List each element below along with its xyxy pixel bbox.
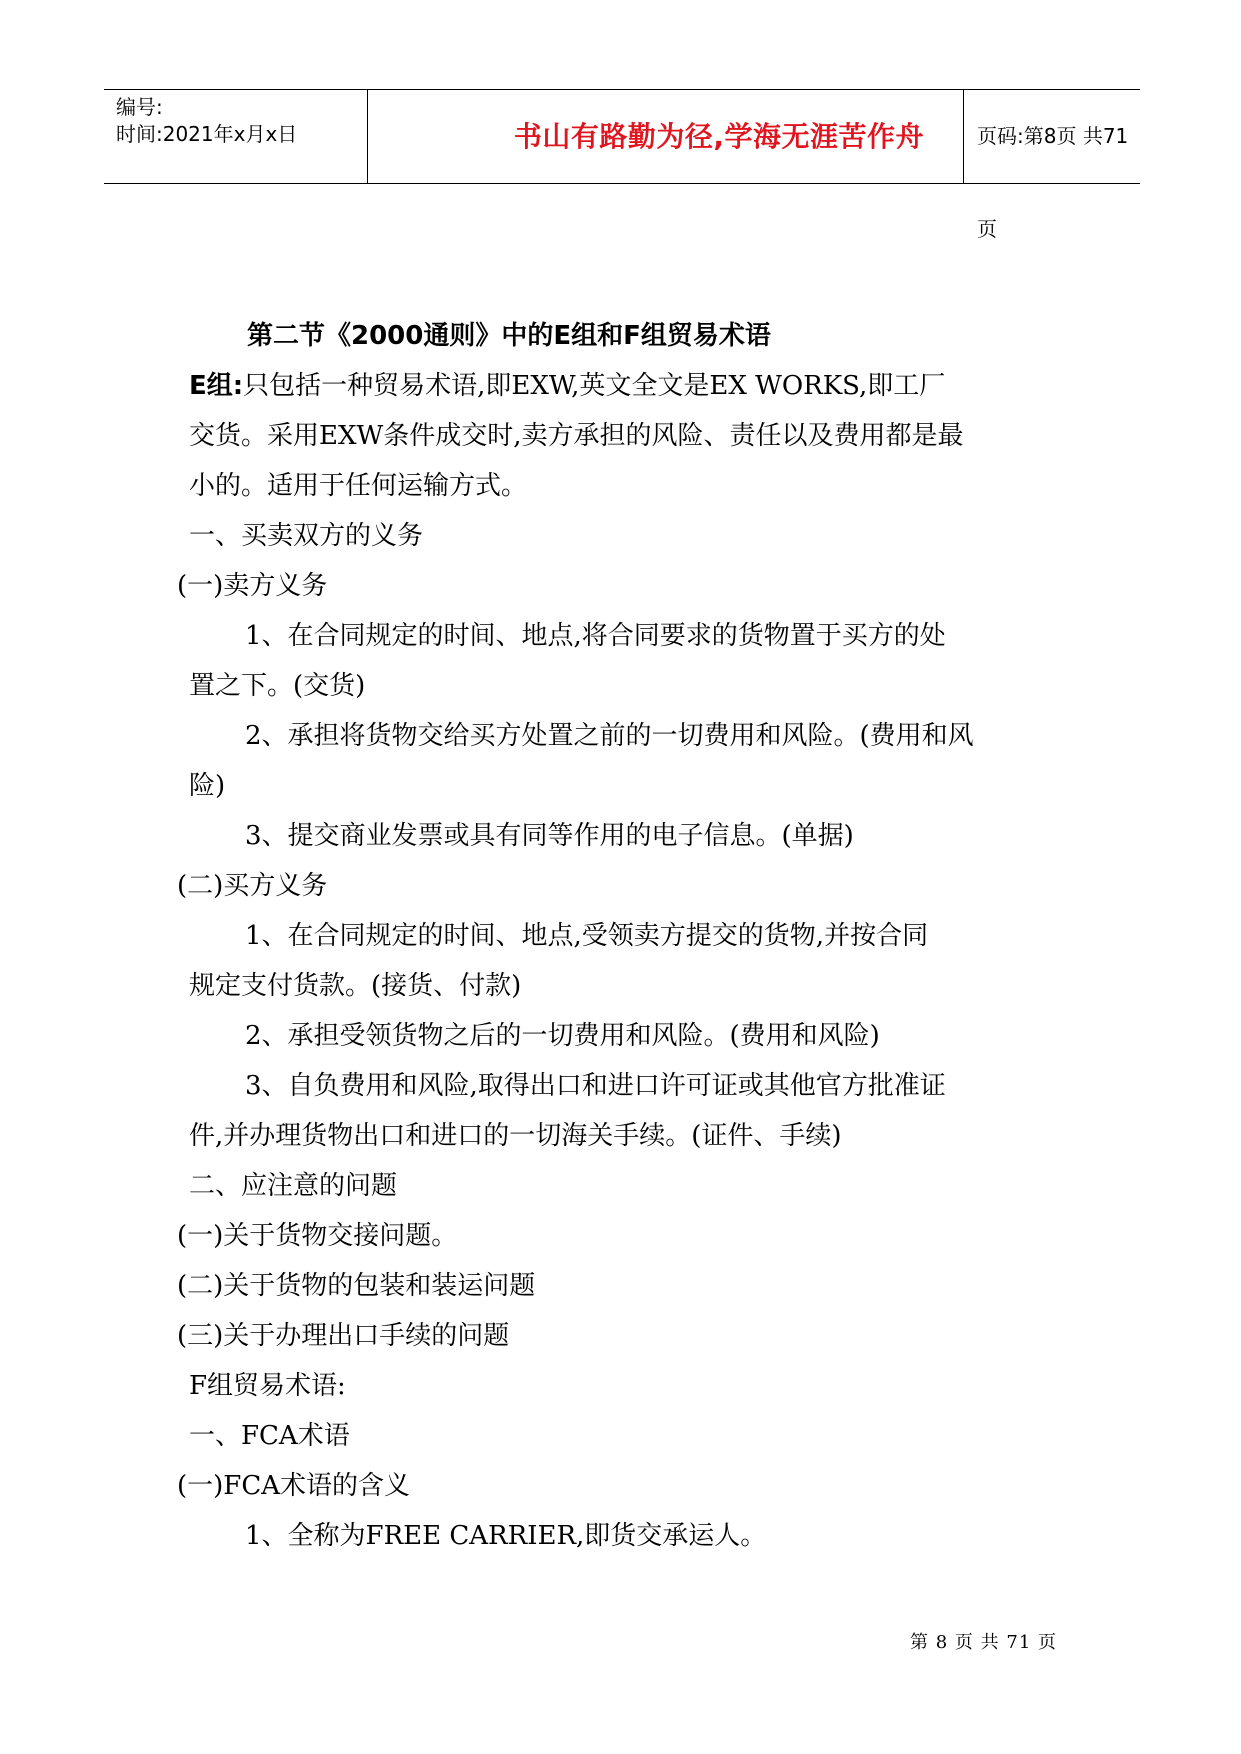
paragraph-line: 交货。采用EXW条件成交时,卖方承担的风险、责任以及费用都是最 [189, 421, 964, 451]
subheading-fca-meaning: (一)FCA术语的含义 [177, 1471, 410, 1501]
header-time-label: 时间:2021年x月x日 [116, 122, 298, 146]
list-item-continuation: 件,并办理货物出口和进口的一切海关手续。(证件、手续) [189, 1121, 842, 1151]
header-motto: 书山有路勤为径,学海无涯苦作舟 [513, 120, 925, 153]
subheading-buyer: (二)买方义务 [177, 871, 328, 901]
header-divider-right [963, 90, 964, 183]
header-divider-left [367, 90, 368, 183]
header-meta [116, 94, 297, 148]
list-item: 3、提交商业发票或具有同等作用的电子信息。(单据) [245, 821, 854, 851]
list-item-continuation: 险) [189, 771, 226, 801]
list-item-continuation: 规定支付货款。(接货、付款) [189, 971, 522, 1001]
list-item: 1、全称为FREE CARRIER,即货交承运人。 [245, 1521, 767, 1551]
subheading-item: (二)关于货物的包装和装运问题 [177, 1271, 536, 1301]
heading-fca: 一、FCA术语 [189, 1421, 350, 1451]
list-item: 2、承担受领货物之后的一切费用和风险。(费用和风险) [245, 1021, 880, 1051]
document-body [177, 311, 1069, 1561]
paragraph-line: 小的。适用于任何运输方式。 [189, 471, 528, 501]
header-page-info: 页码:第8页 共71页 [977, 124, 1129, 241]
header-number-label: 编号: [116, 95, 163, 119]
subheading-item: (三)关于办理出口手续的问题 [177, 1321, 510, 1351]
heading-obligations: 一、买卖双方的义务 [189, 521, 424, 551]
paragraph-line [189, 361, 1069, 411]
list-item: 2、承担将货物交给买方处置之前的一切费用和风险。(费用和风 [245, 721, 974, 751]
list-item: 1、在合同规定的时间、地点,将合同要求的货物置于买方的处 [245, 621, 946, 651]
heading-issues: 二、应注意的问题 [189, 1171, 398, 1201]
list-item-continuation: 置之下。(交货) [189, 671, 366, 701]
list-item: 1、在合同规定的时间、地点,受领卖方提交的货物,并按合同 [245, 921, 929, 951]
section-title: 第二节《2000通则》中的E组和F组贸易术语 [247, 321, 771, 351]
subheading-seller: (一)卖方义务 [177, 571, 328, 601]
subheading-item: (一)关于货物交接问题。 [177, 1221, 458, 1251]
e-group-label: E组: [189, 371, 244, 401]
list-item: 3、自负费用和风险,取得出口和进口许可证或其他官方批准证 [245, 1071, 946, 1101]
page-footer: 第 8 页 共 71 页 [910, 1632, 1057, 1653]
paragraph-text: 只包括一种贸易术语,即EXW,英文全文是EX WORKS,即工厂 [243, 371, 946, 401]
page-header [104, 89, 1140, 241]
heading-f-group: F组贸易术语: [189, 1371, 346, 1401]
